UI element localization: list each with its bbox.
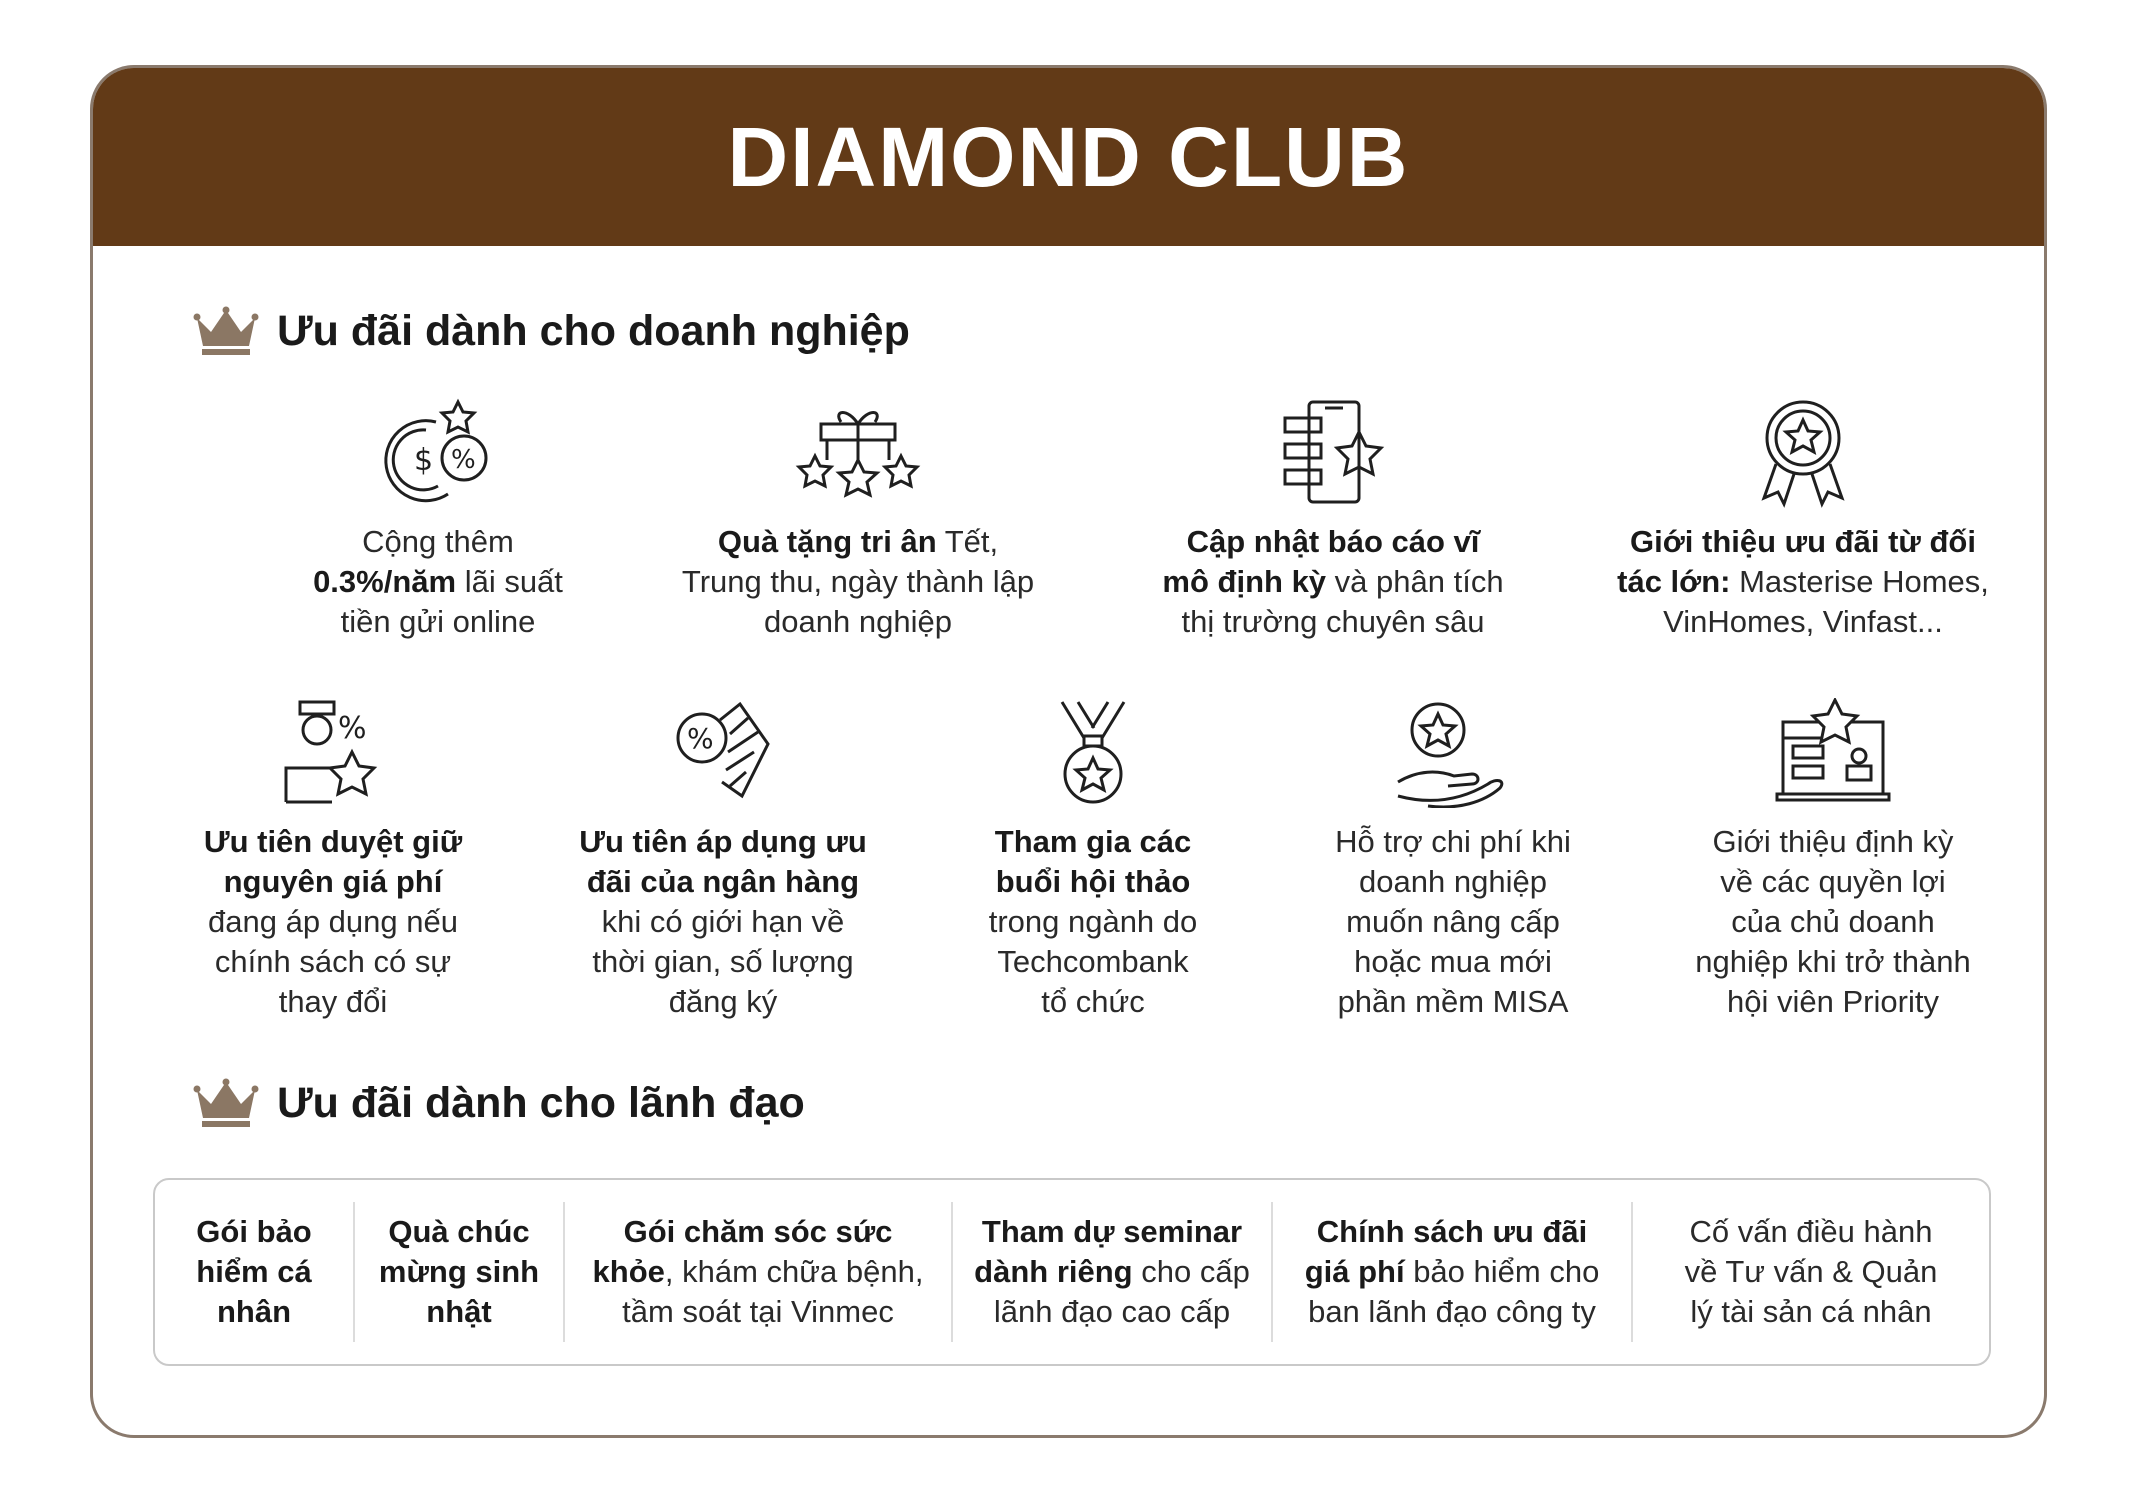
crown-icon bbox=[193, 306, 259, 356]
section-leaders-heading bbox=[193, 1078, 805, 1128]
gift-stars-icon bbox=[793, 398, 923, 508]
crown-icon bbox=[193, 1078, 259, 1128]
medal-star-icon bbox=[1038, 698, 1148, 808]
section-leaders-title: Ưu đãi dành cho lãnh đạo bbox=[277, 1078, 805, 1127]
report-star-icon bbox=[1273, 398, 1393, 508]
leader-benefit-cell: Tham dự seminar dành riêng cho cấp lãnh đạo cao cấp bbox=[953, 1202, 1273, 1342]
benefit-item: % Ưu tiên áp dụng ưu đãi của ngân hàng khi có giới hạn về thời gian, số lượng đăng ký bbox=[533, 698, 913, 1022]
benefit-item: Tham gia các buổi hội thảo trong ngành do Techcombank tổ chức bbox=[943, 698, 1243, 1022]
award-badge-icon bbox=[1748, 398, 1858, 508]
benefit-item: $ % Cộng thêm 0.3%/năm lãi suất tiền gửi online bbox=[223, 398, 653, 642]
leaders-benefits-box bbox=[153, 1178, 1991, 1366]
section-business-heading bbox=[193, 306, 910, 356]
voucher-percent-icon bbox=[668, 698, 778, 808]
svg-text:$: $ bbox=[414, 443, 434, 478]
section-business-title: Ưu đãi dành cho doanh nghiệp bbox=[277, 306, 910, 355]
coin-percent-star-icon bbox=[378, 398, 498, 508]
banner bbox=[93, 68, 2044, 246]
leader-benefit-cell: Gói chăm sóc sức khỏe, khám chữa bệnh, tầm soát tại Vinmec bbox=[565, 1202, 953, 1342]
benefit-item: Cập nhật báo cáo vĩ mô định kỳ và phân tích thị trường chuyên sâu bbox=[1103, 398, 1563, 642]
card-star-icon bbox=[1773, 698, 1893, 808]
person-percent-star-icon bbox=[278, 698, 388, 808]
leader-benefit-cell: Cố vấn điều hành về Tư vấn & Quản lý tài sản cá nhân bbox=[1684, 1214, 1938, 1329]
svg-text:%: % bbox=[338, 711, 367, 746]
benefit-item: Hỗ trợ chi phí khi doanh nghiệp muốn nâng cấp hoặc mua mới phần mềm MISA bbox=[1273, 698, 1633, 1022]
svg-text:%: % bbox=[687, 722, 714, 755]
benefit-item: Giới thiệu ưu đãi từ đối tác lớn: Masterise Homes, VinHomes, Vinfast... bbox=[1583, 398, 2023, 642]
svg-text:%: % bbox=[451, 445, 476, 475]
hand-star-icon bbox=[1388, 698, 1518, 808]
benefit-item: Quà tặng tri ân Tết, Trung thu, ngày thành lập doanh nghiệp bbox=[633, 398, 1083, 642]
leader-benefit-cell: Quà chúc mừng sinh nhật bbox=[355, 1202, 565, 1342]
benefit-item: Giới thiệu định kỳ về các quyền lợi của chủ doanh nghiệp khi trở thành hội viên Priority bbox=[1653, 698, 2013, 1022]
leader-benefit-cell: Chính sách ưu đãi giá phí bảo hiểm cho ban lãnh đạo công ty bbox=[1273, 1202, 1633, 1342]
diamond-club-card bbox=[90, 65, 2047, 1438]
banner-title: DIAMOND CLUB bbox=[727, 109, 1410, 204]
leader-benefit-cell: Gói bảo hiểm cá nhân bbox=[155, 1202, 355, 1342]
benefit-item: % Ưu tiên duyệt giữ nguyên giá phí đang áp dụng nếu chính sách có sự thay đổi bbox=[153, 698, 513, 1022]
